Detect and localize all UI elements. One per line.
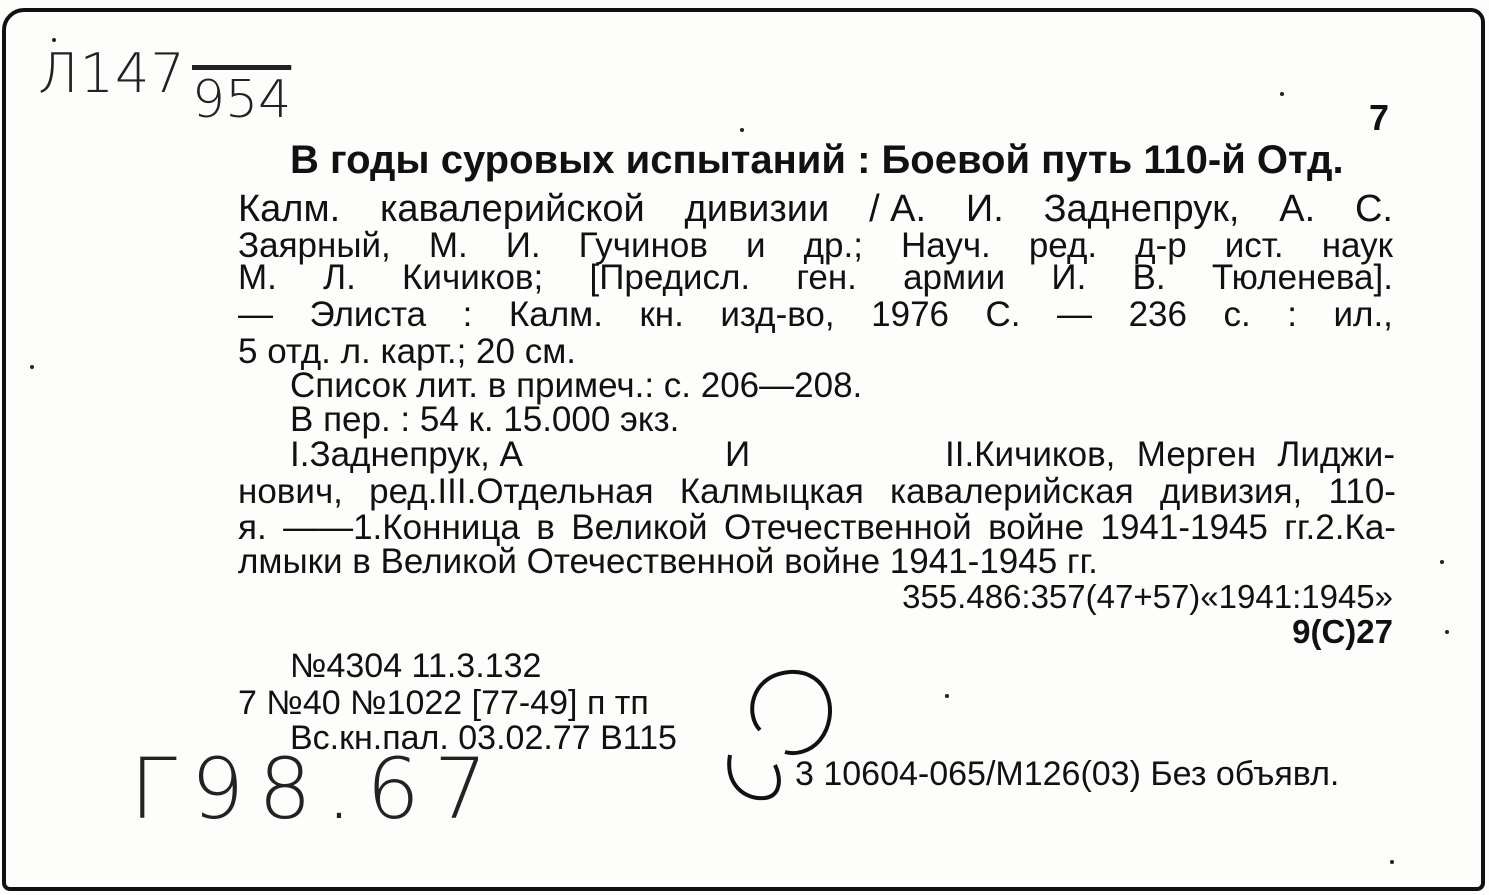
word: Кичиков; xyxy=(402,258,544,297)
word: М. xyxy=(238,258,277,297)
description-line-2 xyxy=(238,188,1393,230)
added-entry-line-10 xyxy=(238,474,1396,509)
added-entry-2 xyxy=(945,437,1395,472)
udc-code: 355.486:357(47+57)«1941:1945» xyxy=(902,578,1393,615)
word: В. xyxy=(1132,258,1166,297)
word: А. xyxy=(1279,188,1316,230)
word: Элиста xyxy=(309,295,427,334)
word: С. xyxy=(985,295,1021,334)
word: 236 xyxy=(1128,295,1187,334)
word: войне xyxy=(988,508,1085,547)
word: / А. xyxy=(869,188,927,230)
card-number: 7 xyxy=(1368,97,1389,138)
word: ил., xyxy=(1333,295,1393,334)
word: в xyxy=(536,508,555,547)
word: Калм. xyxy=(508,295,603,334)
word: И. xyxy=(1051,258,1087,297)
scan-speck xyxy=(52,38,56,42)
word: И. xyxy=(505,226,541,265)
word: Тюленева]. xyxy=(1211,258,1393,297)
bibliography-note: Список лит. в примеч.: с. 206—208. xyxy=(290,366,863,405)
word: Калмыцкая xyxy=(679,472,864,511)
word: — xyxy=(1057,295,1093,334)
word: ред.III.Отдельная xyxy=(369,472,654,511)
word: ——1.Конница xyxy=(283,508,520,547)
word: кн. xyxy=(639,295,684,334)
word: И. xyxy=(965,188,1004,230)
word: кавалерийская xyxy=(890,472,1134,511)
word: Заднепрук, xyxy=(1043,188,1240,230)
word: дивизия, xyxy=(1159,472,1303,511)
tech-line-2: 7 №40 №1022 [77-49] п тп xyxy=(238,684,649,722)
handwritten-call-number-sub: 954 xyxy=(192,70,292,130)
word: Лиджи- xyxy=(1277,435,1395,474)
added-entry-1-initial: И xyxy=(725,435,751,474)
word: Калм. xyxy=(238,188,341,230)
word: я. xyxy=(238,508,267,547)
word: : xyxy=(1287,295,1297,334)
word: 1941-1945 xyxy=(1100,508,1268,547)
word: 110- xyxy=(1328,472,1396,511)
word: С. xyxy=(1354,188,1393,230)
tech-line-3: Вс.кн.пал. 03.02.77 В115 xyxy=(290,719,677,757)
tech-line-1: №4304 11.3.132 xyxy=(290,647,542,685)
handwritten-call-number: Л147 xyxy=(38,42,186,105)
word: [Предисл. xyxy=(589,258,751,297)
scan-speck xyxy=(30,365,34,369)
word: наук xyxy=(1321,226,1393,265)
description-line-4 xyxy=(238,260,1393,295)
word: др.; xyxy=(803,226,863,265)
word: д-р xyxy=(1135,226,1187,265)
word: и xyxy=(746,226,766,265)
word: изд-во, xyxy=(720,295,835,334)
word: нович, xyxy=(238,472,343,511)
word: дивизии xyxy=(684,188,830,230)
scan-speck xyxy=(1280,92,1284,96)
scan-speck xyxy=(1390,860,1394,864)
added-entry-1: I.Заднепрук, А xyxy=(290,435,523,474)
word: : xyxy=(462,295,473,334)
word: Гучинов xyxy=(578,226,708,265)
price-note: В пер. : 54 к. 15.000 экз. xyxy=(290,400,680,439)
word: гг.2.Ка- xyxy=(1284,508,1396,547)
word: армии xyxy=(903,258,1006,297)
word: Науч. xyxy=(900,226,991,265)
publication-line xyxy=(238,297,1393,332)
word: Мерген xyxy=(1136,435,1257,474)
word: 1976 xyxy=(871,295,950,334)
word: Заярный, xyxy=(238,226,391,265)
word: кавалерийской xyxy=(379,188,645,230)
isbn-price-line: 3 10604-065/М126(03) Без объявл. xyxy=(795,755,1340,793)
word: ген. xyxy=(796,258,857,297)
word: с. xyxy=(1223,295,1251,334)
scan-speck xyxy=(945,694,949,698)
scan-speck xyxy=(1445,630,1449,634)
word: Л. xyxy=(323,258,356,297)
word: М. xyxy=(428,226,468,265)
subject-heading-line xyxy=(238,510,1396,545)
word: II.Кичиков, xyxy=(945,435,1116,474)
handwritten-shelf-mark: Г98.67 xyxy=(130,740,502,838)
word: ред. xyxy=(1028,226,1098,265)
word: Великой xyxy=(571,508,708,547)
subject-heading-line-2: лмыки в Великой Отечественной войне 1941-1945 гг. xyxy=(238,542,1098,581)
book-title: В годы суровых испытаний : Боевой путь 110-й Отд. xyxy=(290,138,1344,182)
word: Отечественной xyxy=(723,508,972,547)
physical-description: 5 отд. л. карт.; 20 см. xyxy=(238,332,577,371)
bbk-code: 9(С)27 xyxy=(1292,613,1393,650)
word: — xyxy=(238,295,273,334)
scan-speck xyxy=(740,128,744,132)
scan-speck xyxy=(1440,560,1444,564)
word: ист. xyxy=(1224,226,1284,265)
